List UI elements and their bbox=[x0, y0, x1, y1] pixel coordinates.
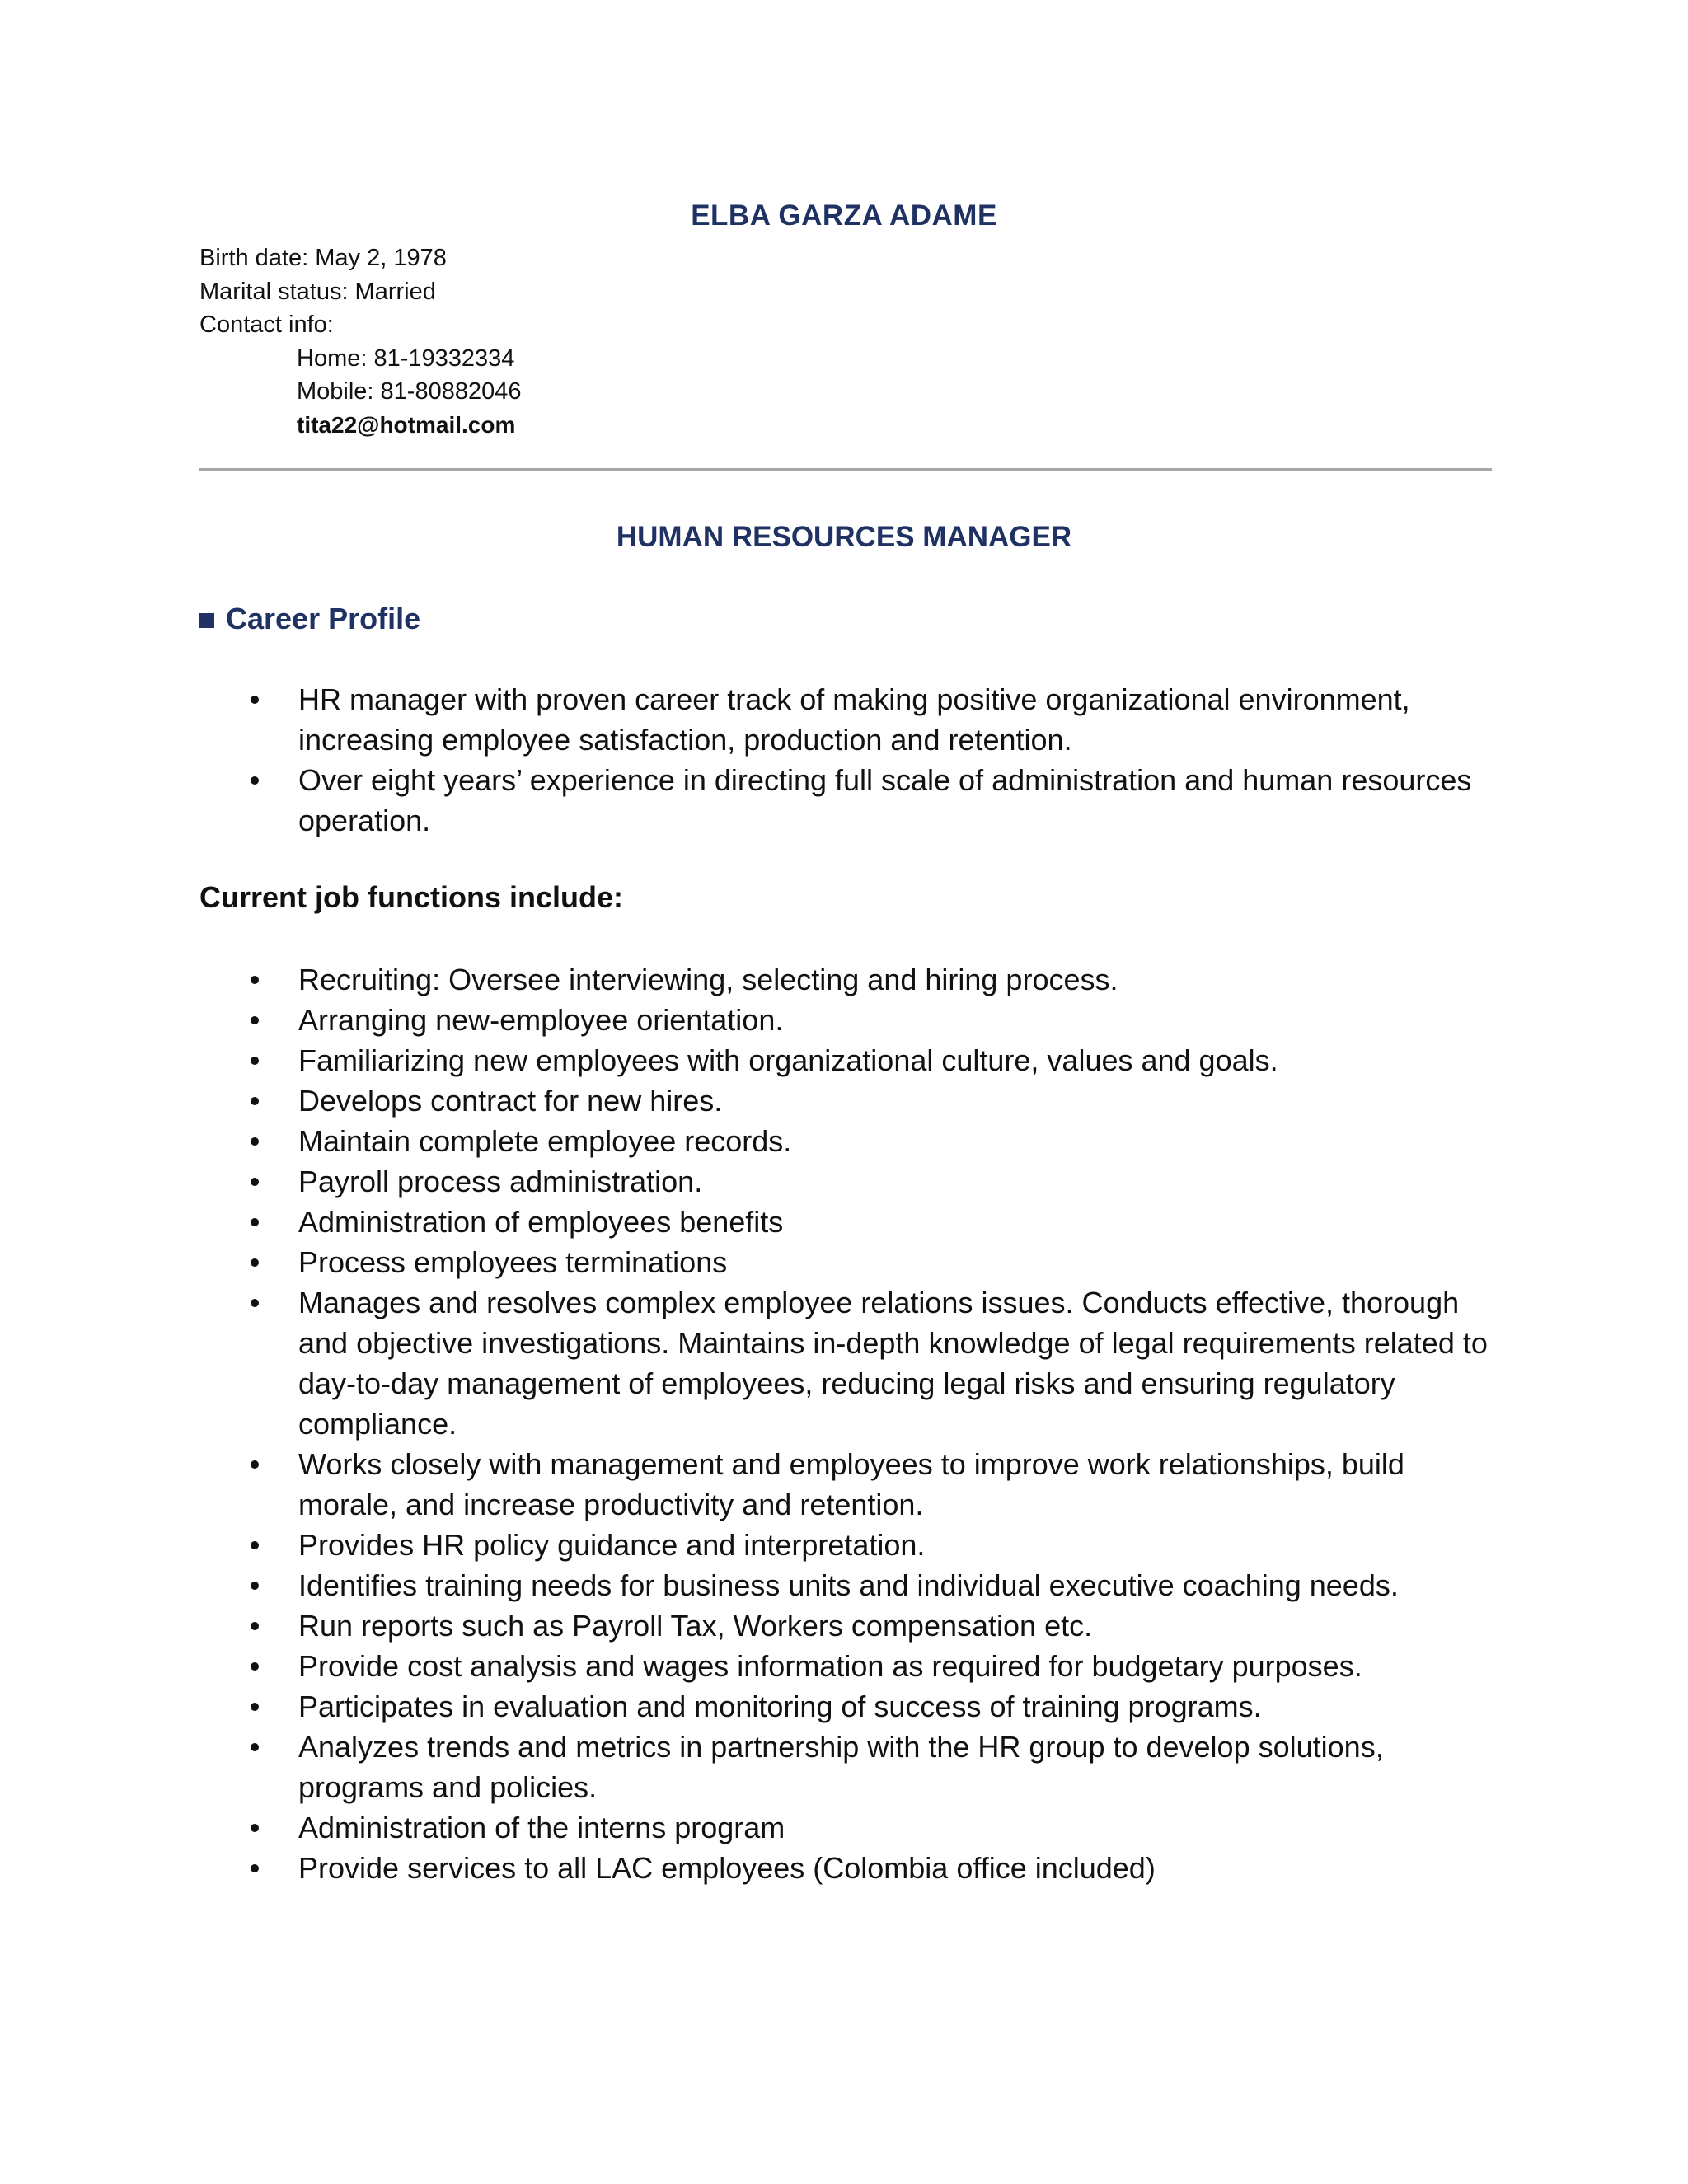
candidate-name: ELBA GARZA ADAME bbox=[691, 199, 997, 232]
list-item-text: Administration of employees benefits bbox=[298, 1205, 784, 1239]
list-item bbox=[199, 1848, 1502, 1888]
bullet-icon bbox=[251, 1137, 259, 1146]
list-item bbox=[199, 1807, 1502, 1848]
list-item bbox=[199, 1525, 1502, 1565]
bullet-icon bbox=[251, 1460, 259, 1469]
list-item-text: Develops contract for new hires. bbox=[298, 1084, 723, 1118]
career-profile-label: Career Profile bbox=[226, 602, 421, 635]
list-item-text: Provides HR policy guidance and interpretation. bbox=[298, 1528, 926, 1562]
birth-date: Birth date: May 2, 1978 bbox=[199, 245, 447, 271]
mobile-phone: Mobile: 81-80882046 bbox=[297, 378, 522, 405]
list-item bbox=[199, 1686, 1502, 1727]
bullet-icon bbox=[251, 976, 259, 984]
bullet-icon bbox=[251, 1622, 259, 1630]
list-item bbox=[199, 1202, 1502, 1242]
job-functions-heading: Current job functions include: bbox=[199, 880, 623, 914]
home-phone: Home: 81-19332334 bbox=[297, 344, 515, 372]
list-item-text: Identifies training needs for business units and individual executive coaching needs. bbox=[298, 1568, 1399, 1602]
square-bullet-icon bbox=[199, 613, 214, 628]
list-item bbox=[199, 1040, 1502, 1080]
bullet-icon bbox=[251, 1178, 259, 1186]
job-title: HUMAN RESOURCES MANAGER bbox=[616, 521, 1072, 553]
list-item bbox=[199, 1444, 1502, 1525]
list-item bbox=[199, 679, 1502, 760]
contact-label: Contact info: bbox=[199, 312, 334, 338]
list-item-text: Administration of the interns program bbox=[298, 1811, 785, 1844]
bullet-icon bbox=[251, 1582, 259, 1590]
bullet-icon bbox=[251, 696, 259, 704]
career-profile-list bbox=[199, 679, 1502, 841]
bullet-icon bbox=[251, 1824, 259, 1832]
list-item-text: Participates in evaluation and monitoring of success of training programs. bbox=[298, 1690, 1262, 1723]
list-item bbox=[199, 1080, 1502, 1121]
bullet-icon bbox=[251, 1218, 259, 1226]
job-functions-list bbox=[199, 959, 1502, 1888]
list-item-text: HR manager with proven career track of making positive organizational environment, increasing employee satisfaction, production and retention. bbox=[298, 682, 1410, 757]
list-item bbox=[199, 959, 1502, 1000]
list-item bbox=[199, 1242, 1502, 1282]
bullet-icon bbox=[251, 1703, 259, 1711]
bullet-icon bbox=[251, 1097, 259, 1105]
bullet-icon bbox=[251, 1743, 259, 1751]
bullet-icon bbox=[251, 1864, 259, 1872]
list-item bbox=[199, 1727, 1502, 1807]
bullet-icon bbox=[251, 1016, 259, 1024]
list-item bbox=[199, 1161, 1502, 1202]
list-item bbox=[199, 1565, 1502, 1605]
horizontal-divider bbox=[199, 468, 1492, 471]
bullet-icon bbox=[251, 1299, 259, 1307]
list-item-text: Familiarizing new employees with organizational culture, values and goals. bbox=[298, 1043, 1278, 1077]
list-item bbox=[199, 1282, 1502, 1444]
list-item bbox=[199, 760, 1502, 841]
list-item bbox=[199, 1605, 1502, 1646]
list-item-text: Arranging new-employee orientation. bbox=[298, 1003, 784, 1037]
email-address: tita22@hotmail.com bbox=[297, 411, 516, 438]
marital-status: Marital status: Married bbox=[199, 278, 436, 305]
list-item-text: Provide cost analysis and wages information as required for budgetary purposes. bbox=[298, 1649, 1362, 1683]
bullet-icon bbox=[251, 776, 259, 785]
list-item-text: Works closely with management and employees to improve work relationships, build morale, and increase productivity and retention. bbox=[298, 1447, 1404, 1521]
bullet-icon bbox=[251, 1258, 259, 1267]
career-profile-heading bbox=[199, 602, 420, 636]
personal-info bbox=[199, 241, 521, 442]
list-item-text: Process employees terminations bbox=[298, 1245, 728, 1279]
list-item bbox=[199, 1646, 1502, 1686]
list-item-text: Provide services to all LAC employees (Colombia office included) bbox=[298, 1851, 1156, 1885]
list-item-text: Manages and resolves complex employee relations issues. Conducts effective, thorough and objective investigations. Maintains in-depth knowledge of legal requirements related to day-to-day management of employees, reducing legal risks and ensuring regulatory compliance. bbox=[298, 1286, 1488, 1441]
list-item-text: Over eight years’ experience in directing full scale of administration and human resources operation. bbox=[298, 763, 1472, 837]
list-item bbox=[199, 1000, 1502, 1040]
bullet-icon bbox=[251, 1057, 259, 1065]
list-item-text: Payroll process administration. bbox=[298, 1165, 703, 1198]
list-item bbox=[199, 1121, 1502, 1161]
bullet-icon bbox=[251, 1541, 259, 1549]
list-item-text: Run reports such as Payroll Tax, Workers compensation etc. bbox=[298, 1609, 1093, 1643]
list-item-text: Recruiting: Oversee interviewing, selecting and hiring process. bbox=[298, 963, 1118, 996]
list-item-text: Analyzes trends and metrics in partnership with the HR group to develop solutions, programs and policies. bbox=[298, 1730, 1384, 1804]
list-item-text: Maintain complete employee records. bbox=[298, 1124, 792, 1158]
bullet-icon bbox=[251, 1662, 259, 1671]
